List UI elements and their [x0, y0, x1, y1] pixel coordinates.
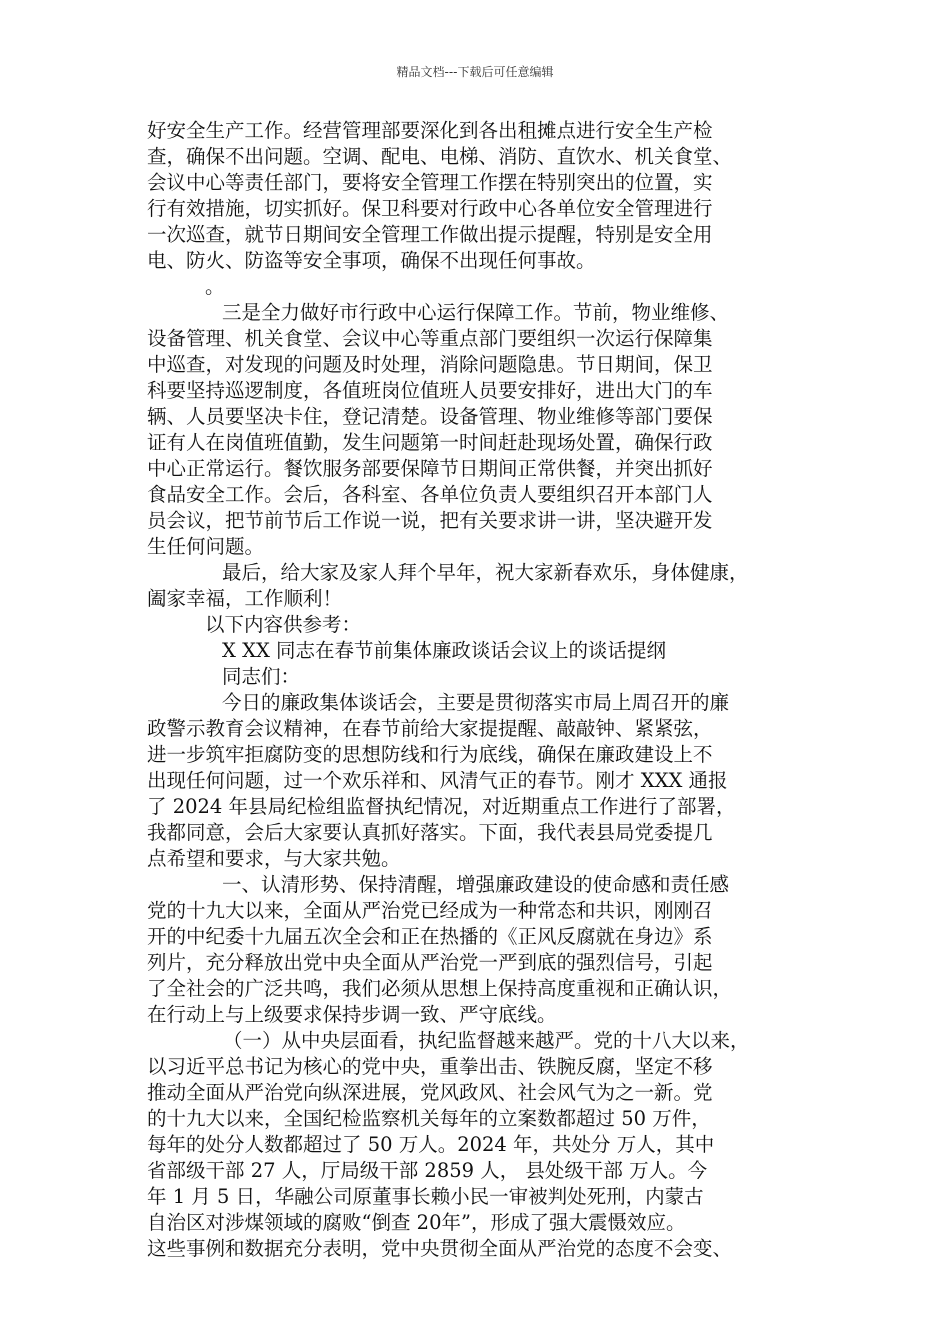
- text-line: 党的十九大以来，全面从严治党已经成为一种常态和共识，刚刚召: [147, 899, 713, 922]
- text-line: 在行动上与上级要求保持步调一致、严守底线。: [147, 1003, 557, 1026]
- text-line: 中巡查，对发现的问题及时处理，消除问题隐患。节日期间，保卫: [147, 353, 713, 376]
- text-line: （一）从中央层面看，执纪监督越来越严。党的十八大以来，: [223, 1029, 750, 1052]
- text-line: 开的中纪委十九届五次全会和正在热播的《正风反腐就在身边》系: [147, 925, 713, 948]
- text-line: 年 1 月 5 日，华融公司原董事长赖小民一审被判处死刑，内蒙古: [147, 1185, 704, 1208]
- text-line: 辆、人员要坚决卡住，登记清楚。设备管理、物业维修等部门要保: [147, 405, 713, 428]
- document-body: [147, 118, 827, 1262]
- text-line: 中心正常运行。餐饮服务部要保障节日期间正常供餐，并突出抓好: [147, 457, 713, 480]
- text-line: 了全社会的广泛共鸣，我们必须从思想上保持高度重视和正确认识，: [147, 977, 733, 1000]
- text-line: 三是全力做好市行政中心运行保障工作。节前，物业维修、: [222, 301, 730, 324]
- text-line: 一、认清形势、保持清醒，增强廉政建设的使命感和责任感: [222, 873, 730, 896]
- text-line: 最后，给大家及家人拜个早年，祝大家新春欢乐，身体健康，: [222, 561, 749, 584]
- text-line: 省部级干部 27 人，厅局级干部 2859 人， 县处级干部 万人。今: [147, 1159, 708, 1182]
- text-line: 电、防火、防盗等安全事项，确保不出现任何事故。: [147, 249, 596, 272]
- text-line: 科要坚持巡逻制度，各值班岗位值班人员要安排好，进出大门的车: [147, 379, 713, 402]
- text-line: 以习近平总书记为核心的党中央，重拳出击、铁腕反腐，坚定不移: [147, 1055, 713, 1078]
- text-line: 食品安全工作。会后，各科室、各单位负责人要组织召开本部门人: [147, 483, 713, 506]
- text-line: 查，确保不出问题。空调、配电、电梯、消防、直饮水、机关食堂、: [147, 145, 733, 168]
- text-line: 会议中心等责任部门，要将安全管理工作摆在特别突出的位置，实: [147, 171, 713, 194]
- text-line: 推动全面从严治党向纵深进展，党风政风、社会风气为之一新。党: [147, 1081, 713, 1104]
- text-line: 点希望和要求，与大家共勉。: [147, 847, 401, 870]
- text-line: 同志们：: [222, 665, 301, 688]
- text-line: 每年的处分人数都超过了 50 万人。2024 年，共处分 万人，其中: [147, 1133, 715, 1156]
- text-line: 出现任何问题，过一个欢乐祥和、风清气正的春节。刚才 XXX 通报: [147, 769, 728, 792]
- text-line: 。: [205, 275, 225, 298]
- text-line: 我都同意，会后大家要认真抓好落实。下面，我代表县局党委提几: [147, 821, 713, 844]
- text-line: 政警示教育会议精神，在春节前给大家提提醒、敲敲钟、紧紧弦，: [147, 717, 713, 740]
- text-line: 以下内容供参考：: [205, 613, 362, 636]
- text-line: 自治区对涉煤领域的腐败“倒查 20年”，形成了强大震慑效应。: [147, 1211, 686, 1234]
- page-header: 精品文档---下载后可任意编辑: [396, 65, 554, 79]
- text-line: 行有效措施，切实抓好。保卫科要对行政中心各单位安全管理进行: [147, 197, 713, 220]
- text-line: 进一步筑牢拒腐防变的思想防线和行为底线，确保在廉政建设上不: [147, 743, 713, 766]
- text-line: 阖家幸福，工作顺利！: [147, 587, 343, 610]
- text-line: 好安全生产工作。经营管理部要深化到各出租摊点进行安全生产检: [147, 119, 713, 142]
- text-line: 设备管理、机关食堂、会议中心等重点部门要组织一次运行保障集: [147, 327, 713, 350]
- text-line: 生任何问题。: [147, 535, 265, 558]
- text-line: 了 2024 年县局纪检组监督执纪情况，对近期重点工作进行了部署，: [147, 795, 736, 818]
- text-line: X XX 同志在春节前集体廉政谈话会议上的谈话提纲: [222, 639, 667, 662]
- text-line: 员会议，把节前节后工作说一说，把有关要求讲一讲，坚决避开发: [147, 509, 713, 532]
- text-line: 今日的廉政集体谈话会，主要是贯彻落实市局上周召开的廉: [222, 691, 730, 714]
- text-line: 证有人在岗值班值勤，发生问题第一时间赶赴现场处置，确保行政: [147, 431, 713, 454]
- text-line: 的十九大以来，全国纪检监察机关每年的立案数都超过 50 万件，: [147, 1107, 711, 1130]
- text-line: 这些事例和数据充分表明，党中央贯彻全面从严治党的态度不会变、: [147, 1237, 733, 1260]
- text-line: 一次巡查，就节日期间安全管理工作做出提示提醒，特别是安全用: [147, 223, 713, 246]
- text-line: 列片，充分释放出党中央全面从严治党一严到底的强烈信号，引起: [147, 951, 713, 974]
